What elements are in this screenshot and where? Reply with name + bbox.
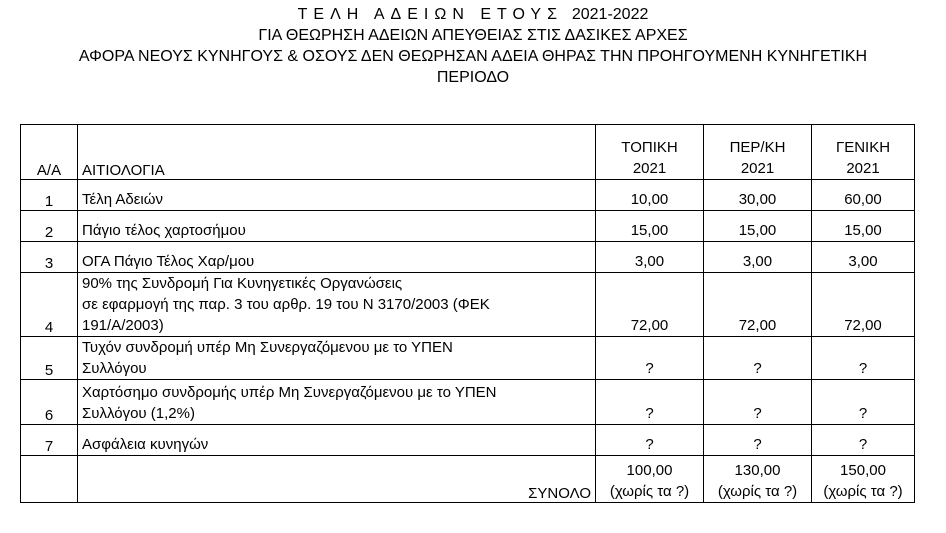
table-row — [21, 242, 915, 273]
general-total — [812, 456, 915, 503]
column-header-local-name: ΤΟΠΙΚΗ — [621, 139, 678, 156]
general-fee: ? — [812, 380, 915, 425]
regional-fee: 15,00 — [704, 211, 812, 242]
row-description — [78, 211, 596, 242]
table-header-row — [21, 125, 915, 180]
regional-fee: ? — [704, 425, 812, 456]
document-title — [0, 4, 946, 25]
column-header-general-year: 2021 — [846, 160, 880, 177]
column-header-aa: Α/Α — [21, 125, 78, 180]
description-line: 191/Α/2003) — [82, 317, 164, 334]
table-row — [21, 337, 915, 380]
local-total-note: (χωρίς τα ?) — [609, 483, 690, 500]
total-row-number-cell — [21, 456, 78, 503]
table-row — [21, 273, 915, 337]
general-total-note: (χωρίς τα ?) — [823, 483, 903, 500]
general-fee: ? — [812, 425, 915, 456]
regional-fee: ? — [704, 337, 812, 380]
local-fee: 3,00 — [596, 242, 704, 273]
description-line: Ασφάλεια κυνηγών — [82, 436, 209, 453]
row-description — [78, 180, 596, 211]
general-fee: 60,00 — [812, 180, 915, 211]
general-total-amount: 150,00 — [840, 462, 886, 479]
row-number: 6 — [21, 380, 78, 425]
general-fee: 3,00 — [812, 242, 915, 273]
local-fee: ? — [596, 425, 704, 456]
table-row — [21, 425, 915, 456]
table-row — [21, 380, 915, 425]
regional-total-amount: 130,00 — [734, 462, 781, 479]
local-fee: 72,00 — [596, 273, 704, 337]
column-header-regional-year: 2021 — [740, 160, 775, 177]
description-line: Χαρτόσημο συνδρομής υπέρ Μη Συνεργαζόμενου με το ΥΠΕΝ — [82, 384, 497, 401]
column-header-description: ΑΙΤΙΟΛΟΓΙΑ — [78, 125, 596, 180]
description-line: Τέλη Αδειών — [82, 191, 163, 208]
row-description — [78, 337, 596, 380]
description-line: Τυχόν συνδρομή υπέρ Μη Συνεργαζόμενου με το ΥΠΕΝ — [82, 339, 453, 356]
regional-total-note: (χωρίς τα ?) — [717, 483, 798, 500]
title-years: 2021-2022 — [571, 6, 649, 23]
regional-total — [704, 456, 812, 503]
description-line: Πάγιο τέλος χαρτοσήμου — [82, 222, 246, 239]
fees-table — [20, 124, 915, 503]
description-line: Συλλόγου (1,2%) — [82, 405, 195, 422]
description-line: Συλλόγου — [82, 360, 147, 377]
row-number: 2 — [21, 211, 78, 242]
column-header-general — [812, 125, 915, 180]
row-description — [78, 425, 596, 456]
local-fee: ? — [596, 337, 704, 380]
row-description — [78, 242, 596, 273]
general-fee: 15,00 — [812, 211, 915, 242]
subtitle-line-4: ΠΕΡΙΟΔΟ — [436, 69, 510, 86]
local-fee: 10,00 — [596, 180, 704, 211]
description-line: ΟΓΑ Πάγιο Τέλος Χαρ/μου — [82, 253, 255, 270]
total-label: ΣΥΝΟΛΟ — [78, 456, 596, 503]
column-header-general-name: ΓΕΝΙΚΗ — [835, 139, 891, 156]
regional-fee: ? — [704, 380, 812, 425]
document-header — [0, 4, 946, 88]
column-header-regional — [704, 125, 812, 180]
local-total — [596, 456, 704, 503]
regional-fee: 72,00 — [704, 273, 812, 337]
title-prefix: ΤΕΛΗ ΑΔΕΙΩΝ ΕΤΟΥΣ — [297, 6, 563, 23]
column-header-local-year: 2021 — [632, 160, 667, 177]
description-line: 90% της Συνδρομή Για Κυνηγετικές Οργανώσεις — [82, 275, 403, 292]
row-number: 1 — [21, 180, 78, 211]
total-row — [21, 456, 915, 503]
general-fee: 72,00 — [812, 273, 915, 337]
row-description — [78, 380, 596, 425]
table-row — [21, 180, 915, 211]
column-header-regional-name: ΠΕΡ/ΚΗ — [729, 139, 786, 156]
column-header-local — [596, 125, 704, 180]
local-fee: ? — [596, 380, 704, 425]
table-row — [21, 211, 915, 242]
regional-fee: 3,00 — [704, 242, 812, 273]
description-line: σε εφαρμογή της παρ. 3 του αρθρ. 19 του Ν 3170/2003 (ΦΕΚ — [82, 296, 490, 313]
subtitle-line-2: ΓΙΑ ΘΕΩΡΗΣΗ ΑΔΕΙΩΝ ΑΠΕΥΘΕΙΑΣ ΣΤΙΣ ΔΑΣΙΚΕΣ ΑΡΧΕΣ — [258, 27, 688, 44]
row-number: 4 — [21, 273, 78, 337]
local-fee: 15,00 — [596, 211, 704, 242]
row-number: 5 — [21, 337, 78, 380]
subtitle-line-3: ΑΦΟΡΑ ΝΕΟΥΣ ΚΥΝΗΓΟΥΣ & ΟΣΟΥΣ ΔΕΝ ΘΕΩΡΗΣΑΝ ΑΔΕΙΑ ΘΗΡΑΣ ΤΗΝ ΠΡΟΗΓΟΥΜΕΝΗ ΚΥΝΗΓΕΤΙΚΗ — [78, 48, 868, 65]
regional-fee: 30,00 — [704, 180, 812, 211]
row-description — [78, 273, 596, 337]
row-number: 7 — [21, 425, 78, 456]
general-fee: ? — [812, 337, 915, 380]
row-number: 3 — [21, 242, 78, 273]
local-total-amount: 100,00 — [626, 462, 673, 479]
